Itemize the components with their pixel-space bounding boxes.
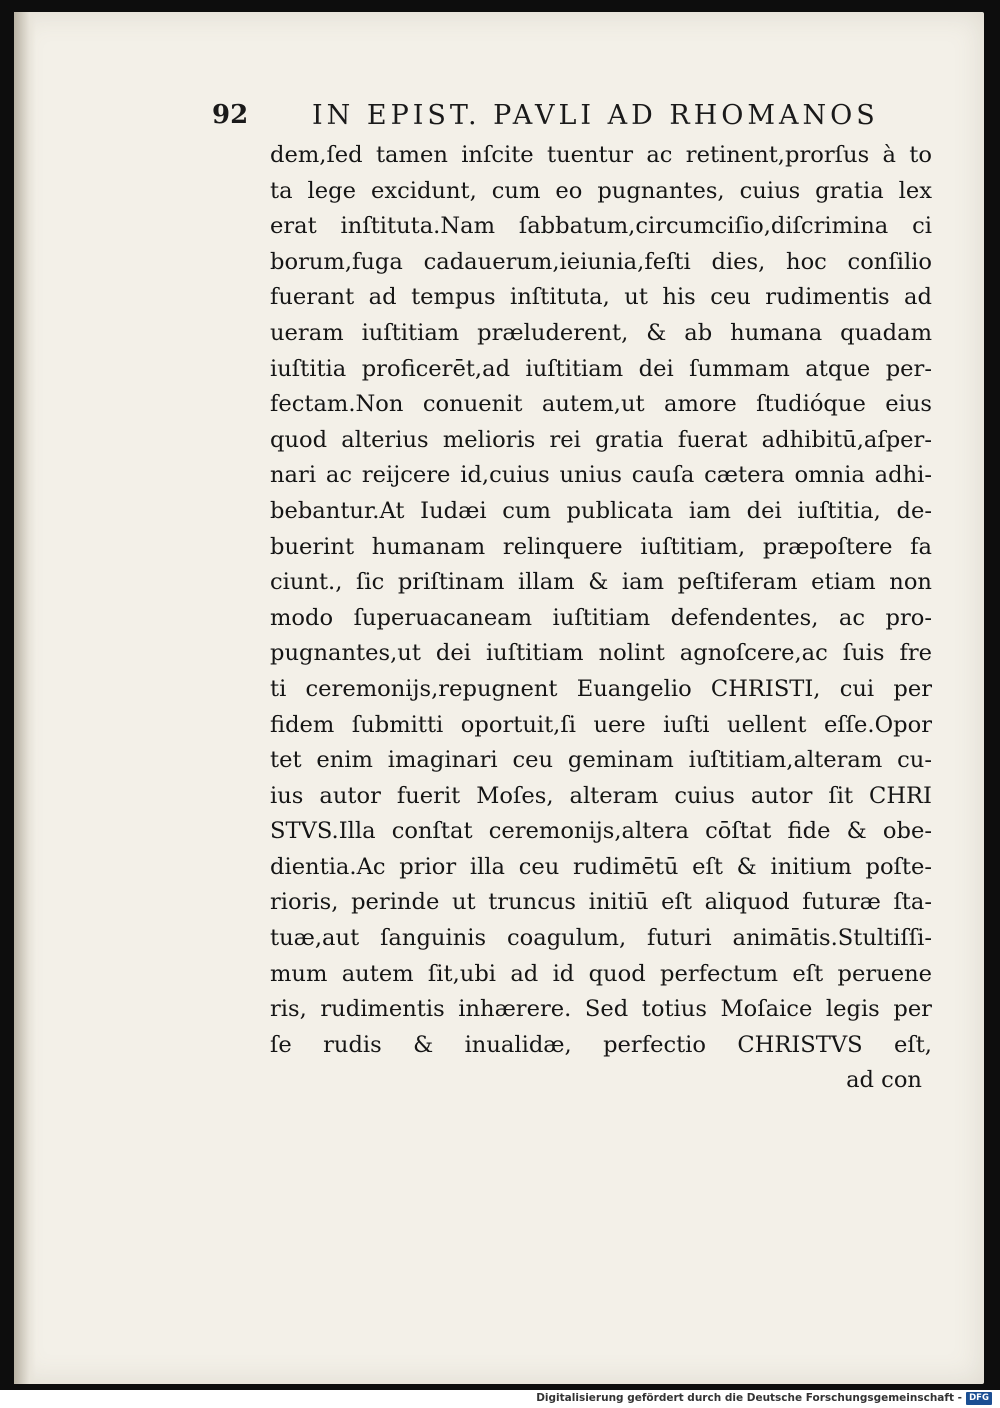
text-line: fidem ſubmitti oportuit,ſi uere iuſti uellent eſſe.Opor bbox=[270, 711, 932, 738]
text-line: borum,fuga cadauerum,ieiunia,feſti dies, hoc conſilio bbox=[270, 248, 932, 275]
text-line: rioris, perinde ut truncus initiū eſt aliquod futuræ ſta- bbox=[270, 889, 932, 916]
text-line: tuæ,aut ſanguinis coagulum, futuri animātis.Stultiſſi- bbox=[270, 925, 932, 952]
dfg-logo-icon: DFG bbox=[966, 1392, 992, 1405]
body-text bbox=[270, 138, 932, 1099]
text-line: fuerant ad tempus inſtituta, ut his ceu rudimentis ad bbox=[270, 284, 932, 311]
catchword: ad con bbox=[846, 1067, 922, 1094]
text-line: mum autem ſit,ubi ad id quod perfectum eſt peruene bbox=[270, 960, 932, 987]
text-line: ti ceremonijs,repugnent Euangelio CHRISTI, cui per bbox=[270, 675, 932, 702]
text-line: fectam.Non conuenit autem,ut amore ſtudióque eius bbox=[270, 391, 932, 418]
text-line: ueram iuſtitiam præluderent, & ab humana quadam bbox=[270, 319, 932, 346]
text-line: dientia.Ac prior illa ceu rudimētū eſt & initium poſte- bbox=[270, 853, 932, 880]
text-line: erat inſtituta.Nam ſabbatum,circumciſio,diſcrimina ci bbox=[270, 213, 932, 240]
text-line: ius autor fuerit Moſes, alteram cuius autor ſit CHRI bbox=[270, 782, 932, 809]
book-page bbox=[14, 12, 984, 1384]
text-line: modo ſuperuacaneam iuſtitiam defendentes, ac pro- bbox=[270, 604, 932, 631]
text-line: bebantur.At Iudæi cum publicata iam dei iuſtitia, de- bbox=[270, 497, 932, 524]
text-line: pugnantes,ut dei iuſtitiam nolint agnoſcere,ac ſuis fre bbox=[270, 640, 932, 667]
text-line: dem,ſed tamen inſcite tuentur ac retinent,prorſus à to bbox=[270, 142, 932, 168]
text-line: STVS.Illa conſtat ceremonijs,altera cōſtat fide & obe- bbox=[270, 818, 932, 845]
text-line: quod alterius melioris rei gratia fuerat adhibitū,aſper- bbox=[270, 426, 932, 453]
text-line: iuſtitia proficerēt,ad iuſtitiam dei ſummam atque per- bbox=[270, 355, 932, 382]
digitization-footer bbox=[0, 1390, 1000, 1408]
page-number: 92 bbox=[212, 100, 249, 130]
text-line: ſe rudis & inualidæ, perfectio CHRISTVS eſt, bbox=[270, 1031, 932, 1058]
text-line: buerint humanam relinquere iuſtitiam, præpoſtere fa bbox=[270, 533, 932, 560]
running-head: IN EPIST. PAVLI AD RHOMANOS bbox=[312, 100, 879, 131]
page-header bbox=[212, 100, 912, 136]
page-spine-shadow bbox=[14, 12, 36, 1384]
funding-credit: Digitalisierung gefördert durch die Deutsche Forschungsgemeinschaft - bbox=[536, 1392, 962, 1404]
text-line: ciunt., ſic priſtinam illam & iam peſtiferam etiam non bbox=[270, 569, 932, 596]
text-line: ta lege excidunt, cum eo pugnantes, cuius gratia lex bbox=[270, 177, 932, 204]
text-line: tet enim imaginari ceu geminam iuſtitiam,alteram cu- bbox=[270, 747, 932, 774]
text-line: ris, rudimentis inhærere. Sed totius Moſaice legis per bbox=[270, 996, 932, 1023]
text-line: nari ac reijcere id,cuius unius cauſa cætera omnia adhi- bbox=[270, 462, 932, 489]
